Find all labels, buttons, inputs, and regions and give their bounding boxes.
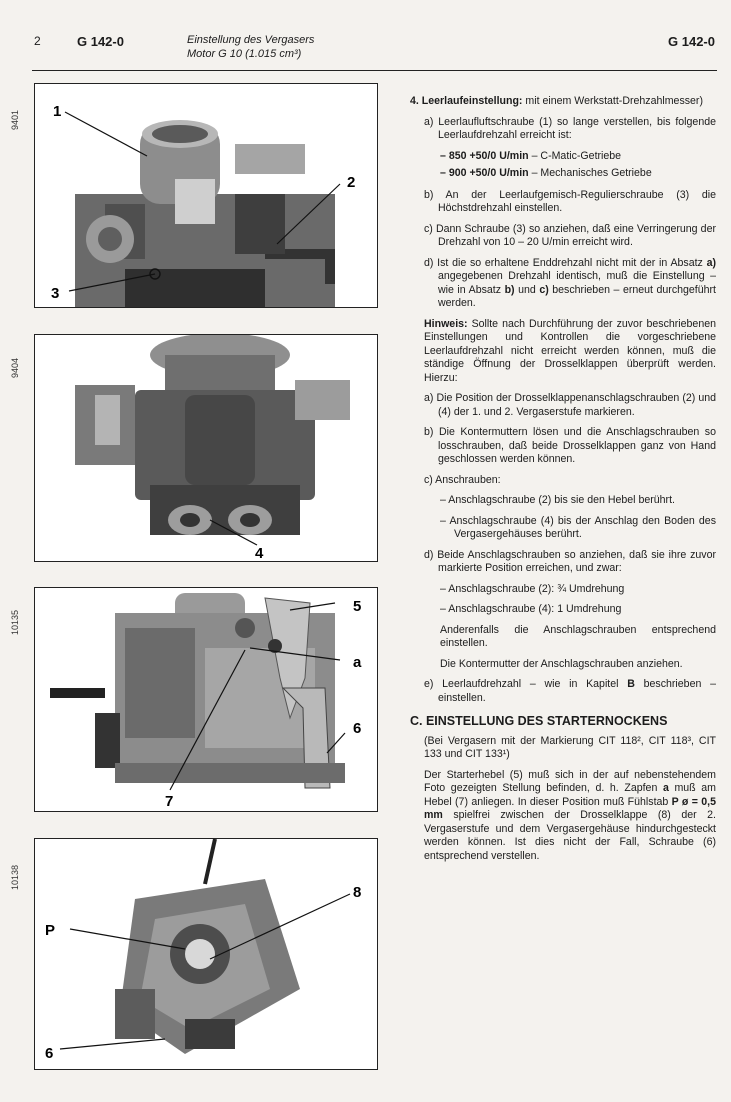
photo-label-6: 6 xyxy=(353,720,362,737)
section-c-note: (Bei Vergasern mit der Markierung CIT 118², CIT 118³, CIT 133 und CIT 133¹) xyxy=(424,734,716,760)
section-4-intro: mit einem Werkstatt-Drehzahlmesser) xyxy=(522,95,703,107)
check-a: a) Die Position der Drosselklappenanschlagschrauben (2) und (4) der 1. und 2. Vergaserstufe markieren. xyxy=(424,392,716,418)
rpm-manual-value: – 900 +50/0 U/min xyxy=(440,167,529,179)
photo-label-a: a xyxy=(353,654,362,671)
title-line-1: Einstellung des Vergasers xyxy=(187,34,315,46)
instructions-column xyxy=(410,95,716,870)
page-number: 2 xyxy=(34,34,41,48)
header-rule xyxy=(32,70,717,71)
photo-label-7: 7 xyxy=(165,793,174,810)
photo-id-2: 9404 xyxy=(10,357,20,378)
step-4d-text-4: beschrieben – erneut durchgeführt werden. xyxy=(438,283,717,309)
rpm-manual-note: – Mechanisches Getriebe xyxy=(528,167,652,179)
carburetor-photo-4 xyxy=(34,838,378,1070)
rpm-manual xyxy=(440,167,716,181)
step-4c: c) Dann Schraube (3) so anziehen, daß eine Verringerung der Drehzahl von 10 – 20 U/min erreicht wird. xyxy=(424,222,716,248)
section-c-heading: C. EINSTELLUNG DES STARTERNOCKENS xyxy=(410,714,668,728)
carburetor-photo-1 xyxy=(34,83,378,308)
step-4d-ref-c: c) xyxy=(539,283,549,296)
check-d-item-1: – Anschlagschraube (2): ¾ Umdrehung xyxy=(440,582,625,595)
rpm-cmatic-value: – 850 +50/0 U/min xyxy=(440,149,529,162)
hinweis-text: Sollte nach Durchführung der zuvor beschriebenen Einstellungen und Kontrollen die vorgeschriebene Leerlaufdrehzahl nicht erreicht werden können, muß die ständige Öffnung der Drosselklappen überprüft werden. Hierzu: xyxy=(424,317,716,384)
check-e-chapter: B xyxy=(627,678,635,690)
document-code: G 142-0 xyxy=(77,34,124,49)
step-4d-text-1: d) Ist die so erhaltene Enddrehzahl nicht mit der in Absatz xyxy=(424,256,707,269)
photo-label-6b: 6 xyxy=(45,1045,54,1062)
rpm-cmatic-note: – C-Matic-Getriebe xyxy=(528,149,622,162)
step-4b: b) An der Leerlaufgemisch-Regulierschraube (3) die Höchstdrehzahl einstellen. xyxy=(424,188,716,214)
section-c-body xyxy=(424,769,716,864)
check-d-para-2: Die Kontermutter der Anschlagschrauben anziehen. xyxy=(440,657,683,670)
step-4d-ref-b: b) xyxy=(504,283,515,296)
photo-label-2: 2 xyxy=(347,174,356,191)
photo-label-p: P xyxy=(45,922,56,939)
section-c-gauge: P ø = 0,5 mm xyxy=(424,795,716,821)
section-c-text-3: spielfrei zwischen der Drosselklappe (8) der 2. Vergaserstufe und dem Vergasergehäuse hindurchgesteckt werden können. Ist dies nicht der Fall, Schraube (6) entsprechend verstellen. xyxy=(424,809,716,862)
step-4d-ref-a: a) xyxy=(706,256,716,269)
document-code-right: G 142-0 xyxy=(668,34,715,49)
photo-label-5: 5 xyxy=(353,598,362,615)
check-c: c) Anschrauben: xyxy=(424,473,501,486)
section-4-title: Leerlaufeinstellung: xyxy=(421,95,523,107)
step-4d xyxy=(424,257,716,311)
section-4-heading xyxy=(410,95,716,109)
photo-id-4: 10138 xyxy=(10,864,20,890)
section-4-number: 4. xyxy=(410,95,419,107)
step-4d-text-3: und xyxy=(514,283,540,296)
step-4a: a) Leerlaufluftschraube (1) so lange verstellen, bis folgende Leerlaufdrehzahl erreicht ist: xyxy=(424,115,716,141)
check-e xyxy=(424,678,716,705)
photo-id-3: 10135 xyxy=(10,609,20,635)
check-e-text-1: e) Leerlaufdrehzahl – wie in Kapitel xyxy=(424,678,628,690)
hinweis-note xyxy=(424,318,716,386)
section-c-pin-a: a xyxy=(662,782,669,794)
photo-label-4: 4 xyxy=(255,545,264,562)
rpm-cmatic xyxy=(440,150,716,164)
page-title xyxy=(187,33,314,61)
photo-id-1: 9401 xyxy=(10,109,20,130)
photo-label-8: 8 xyxy=(353,884,362,901)
check-d-item-2: – Anschlagschraube (4): 1 Umdrehung xyxy=(440,603,622,615)
check-e-text-2: beschrieben – einstellen. xyxy=(438,678,716,704)
check-b: b) Die Kontermuttern lösen und die Anschlagschrauben so losschrauben, daß beide Drosselklappen ganz von Hand geschlossen werden können. xyxy=(424,426,716,465)
check-c-item-1: – Anschlagschraube (2) bis sie den Hebel berührt. xyxy=(440,494,675,506)
photo-label-3: 3 xyxy=(51,285,60,302)
section-c-text-2: muß am Hebel (7) anliegen. In dieser Position muß Fühlstab xyxy=(424,782,716,808)
photo-label-1: 1 xyxy=(53,103,62,120)
section-c-text-1: Der Starterhebel (5) muß sich in der auf nebenstehendem Foto gezeigten Stellung befinden, d. h. Zapfen xyxy=(424,768,716,794)
hinweis-label: Hinweis: xyxy=(424,317,468,330)
step-4d-text-2: angegebenen Drehzahl identisch, muß die Einstellung – wie in Absatz xyxy=(438,270,716,296)
check-d-para-1: Anderenfalls die Anschlagschrauben entsprechend einstellen. xyxy=(440,623,716,649)
carburetor-photo-3 xyxy=(34,587,378,812)
check-d: d) Beide Anschlagschrauben so anziehen, daß sie ihre zuvor markierte Position erreichen, und zwar: xyxy=(424,548,716,574)
check-c-item-2: – Anschlagschraube (4) bis der Anschlag den Boden des Vergasergehäuses berührt. xyxy=(440,514,716,540)
title-line-2: Motor G 10 (1.015 cm³) xyxy=(187,48,302,60)
carburetor-photo-2 xyxy=(34,334,378,562)
